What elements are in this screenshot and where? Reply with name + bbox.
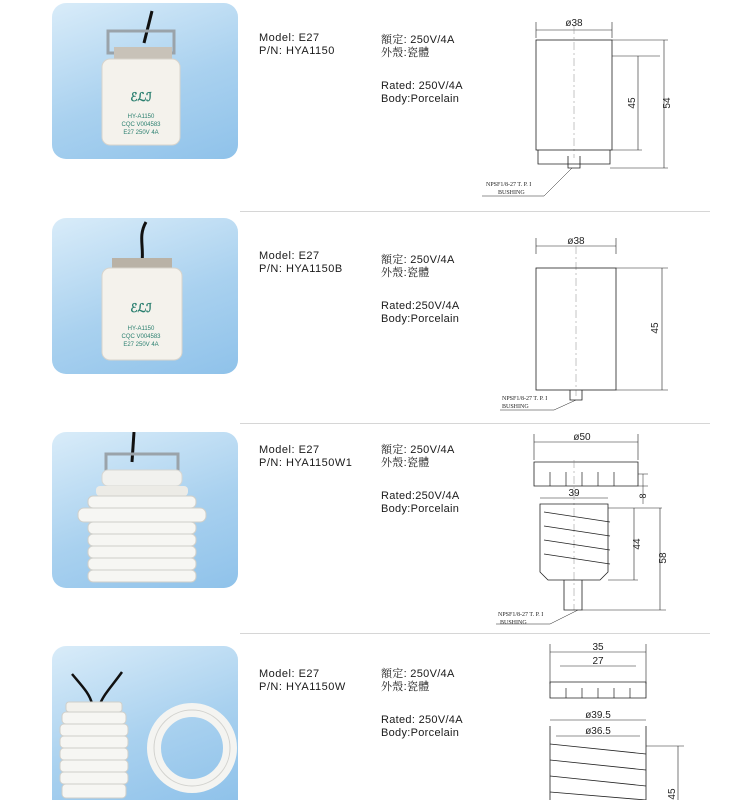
dim-height-body: 45 xyxy=(650,322,661,334)
row-divider xyxy=(240,211,710,212)
dim-inner-width: 39 xyxy=(568,488,580,499)
rated-cn: 額定: 250V/4A xyxy=(381,34,455,46)
dim-height-thread: 45 xyxy=(667,788,678,800)
body-cn: 外殼:瓷體 xyxy=(381,681,430,693)
dim-inner-width: 27 xyxy=(592,656,604,667)
product-photo xyxy=(52,432,238,588)
body-en: Body:Porcelain xyxy=(381,503,460,515)
rated-en: Rated: 250V/4A xyxy=(381,80,463,92)
part-number: P/N: HYA1150W xyxy=(259,681,346,693)
rated-cn: 額定: 250V/4A xyxy=(381,668,455,680)
note-bushing: BUSHING xyxy=(498,190,525,196)
body-cn: 外殼:瓷體 xyxy=(381,457,430,469)
svg-text:ℰℒℐ: ℰℒℐ xyxy=(130,90,152,104)
dim-diameter: ø50 xyxy=(573,432,591,443)
dim-ring-height: 8 xyxy=(638,493,648,499)
note-thread: NPSF1/8-27 T. P. I xyxy=(502,396,548,402)
rated-cn: 額定: 250V/4A xyxy=(381,444,455,456)
technical-drawing xyxy=(490,228,690,418)
technical-drawing xyxy=(520,636,700,800)
technical-drawing xyxy=(490,430,700,630)
product-photo xyxy=(52,3,238,159)
technical-drawing xyxy=(480,8,690,204)
photo-print-rating: E27 250V 4A xyxy=(123,342,159,348)
rated-cn: 額定: 250V/4A xyxy=(381,254,455,266)
dim-diameter: ø38 xyxy=(565,18,583,29)
rated-en: Rated:250V/4A xyxy=(381,490,460,502)
note-bushing: BUSHING xyxy=(502,404,529,410)
photo-print-model: HY-A1150 xyxy=(127,114,155,120)
photo-print-model: HY-A1150 xyxy=(127,326,155,332)
dim-thread-outer: ø39.5 xyxy=(585,710,611,721)
row-divider xyxy=(240,633,710,634)
photo-print-rating: E27 250V 4A xyxy=(123,130,159,136)
model-label: Model: E27 xyxy=(259,32,320,44)
body-en: Body:Porcelain xyxy=(381,727,460,739)
rated-en: Rated:250V/4A xyxy=(381,300,460,312)
part-number: P/N: HYA1150 xyxy=(259,45,335,57)
dim-diameter: ø38 xyxy=(567,236,585,247)
photo-print-cert: CQC V004583 xyxy=(121,334,161,340)
note-thread: NPSF1/8-27 T. P. I xyxy=(498,612,544,618)
product-photo xyxy=(52,646,238,800)
part-number: P/N: HYA1150B xyxy=(259,263,343,275)
svg-text:ℰℒℐ: ℰℒℐ xyxy=(130,301,152,315)
model-label: Model: E27 xyxy=(259,250,320,262)
body-en: Body:Porcelain xyxy=(381,313,460,325)
model-label: Model: E27 xyxy=(259,444,320,456)
part-number: P/N: HYA1150W1 xyxy=(259,457,353,469)
dim-thread-inner: ø36.5 xyxy=(585,726,611,737)
dim-height-total: 54 xyxy=(662,97,673,109)
body-cn: 外殼:瓷體 xyxy=(381,267,430,279)
dim-height-body: 45 xyxy=(627,97,638,109)
photo-print-cert: CQC V004583 xyxy=(121,122,161,128)
dim-outer-width: 35 xyxy=(592,642,604,653)
row-divider xyxy=(240,423,710,424)
body-en: Body:Porcelain xyxy=(381,93,460,105)
note-thread: NPSF1/8-27 T. P. I xyxy=(486,182,532,188)
rated-en: Rated: 250V/4A xyxy=(381,714,463,726)
body-cn: 外殼:瓷體 xyxy=(381,47,430,59)
dim-height-total: 58 xyxy=(658,552,669,564)
note-bushing: BUSHING xyxy=(500,620,527,626)
product-photo xyxy=(52,218,238,374)
dim-height-thread: 44 xyxy=(632,538,643,550)
model-label: Model: E27 xyxy=(259,668,320,680)
